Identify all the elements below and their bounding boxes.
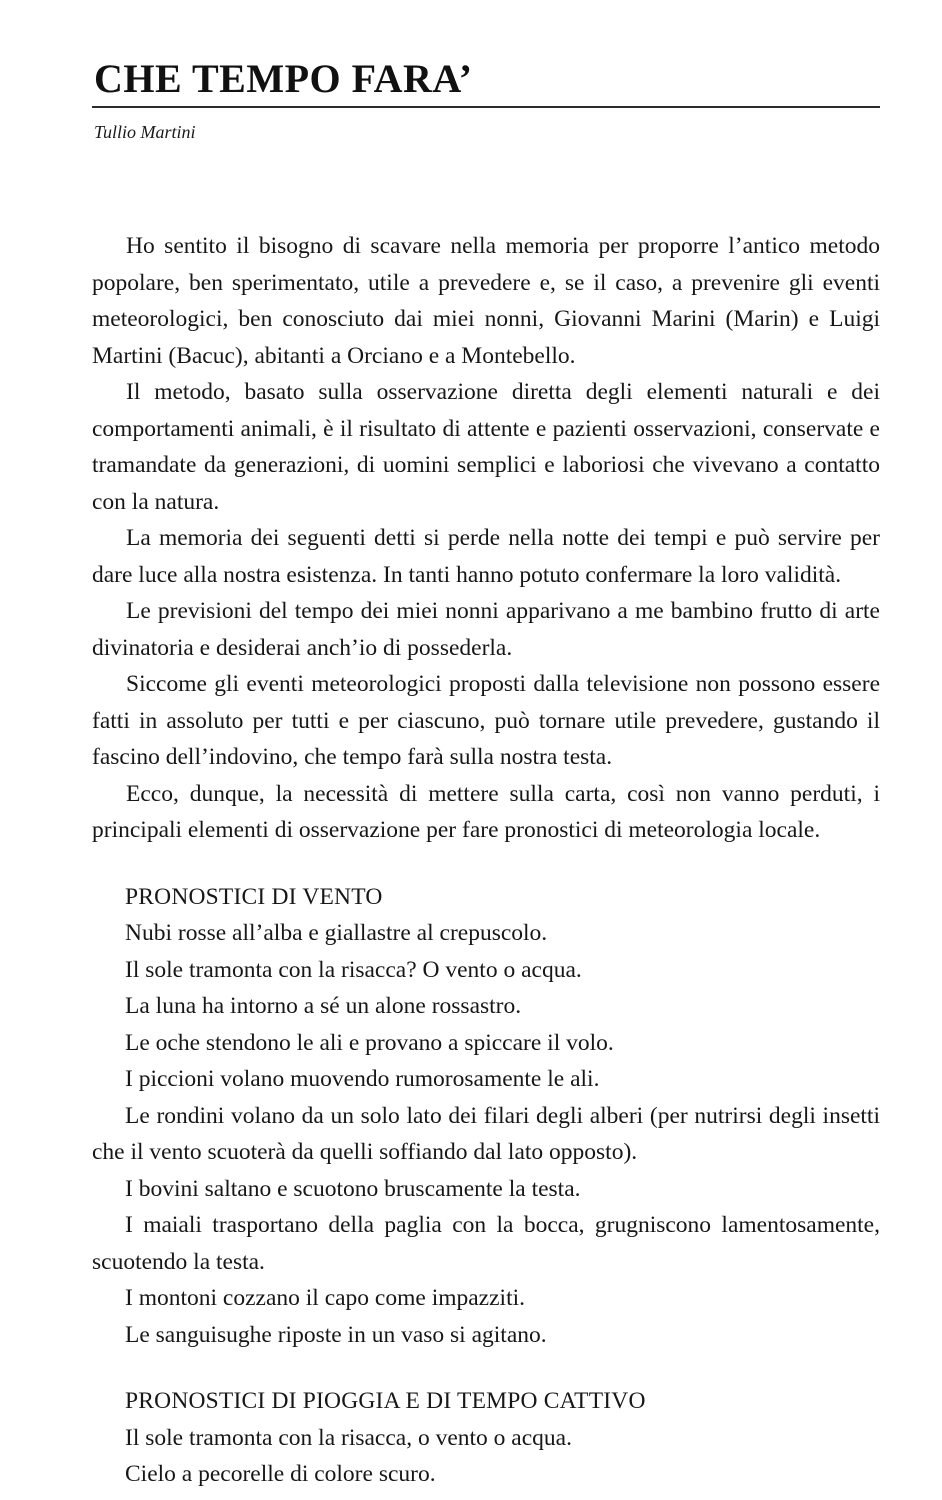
body-paragraph: La memoria dei seguenti detti si perde nella notte dei tempi e può servire per dare luce alla nostra esistenza. In tanti hanno potuto confermare la loro validità. bbox=[92, 525, 880, 588]
section-pronostici-di-vento bbox=[92, 879, 880, 1354]
document-header bbox=[92, 58, 880, 144]
list-item: I piccioni volano muovendo rumorosamente le ali. bbox=[125, 1066, 600, 1092]
title-divider bbox=[92, 106, 880, 108]
page-title: CHE TEMPO FARA’ bbox=[94, 56, 473, 101]
list-item: Il sole tramonta con la risacca? O vento o acqua. bbox=[125, 956, 582, 983]
list-item: Le sanguisughe riposte in un vaso si agitano. bbox=[125, 1321, 547, 1348]
list-item: Il sole tramonta con la risacca, o vento o acqua. bbox=[125, 1424, 572, 1451]
list-item: I maiali trasportano della paglia con la bocca, grugniscono lamentosamente, scuotendo la testa. bbox=[92, 1212, 880, 1275]
section-pronostici-di-pioggia-e-di-tempo-cattivo bbox=[92, 1383, 880, 1493]
list-item: I bovini saltano e scuotono bruscamente la testa. bbox=[125, 1175, 581, 1202]
section-heading: PRONOSTICI DI PIOGGIA E DI TEMPO CATTIVO bbox=[125, 1388, 646, 1414]
body-paragraph: Ecco, dunque, la necessità di mettere sulla carta, così non vanno perduti, i principali elementi di osservazione per fare pronostici di meteorologia locale. bbox=[92, 780, 880, 843]
list-item: Nubi rosse all’alba e giallastre al crepuscolo. bbox=[125, 920, 548, 946]
section-heading: PRONOSTICI DI VENTO bbox=[125, 883, 383, 910]
list-item: Le rondini volano da un solo lato dei filari degli alberi (per nutrirsi degli insetti che il vento scuoterà da quelli soffiando dal lato opposto). bbox=[92, 1102, 880, 1165]
list-item: La luna ha intorno a sé un alone rossastro. bbox=[125, 993, 522, 1019]
list-item: I montoni cozzano il capo come impazziti. bbox=[125, 1285, 526, 1311]
list-item: Cielo a pecorelle di colore scuro. bbox=[125, 1461, 436, 1487]
document-body bbox=[92, 228, 880, 1493]
list-item: Le oche stendono le ali e provano a spiccare il volo. bbox=[125, 1029, 614, 1056]
author-byline: Tullio Martini bbox=[94, 122, 196, 142]
body-paragraph: Il metodo, basato sulla osservazione diretta degli elementi naturali e dei comportamenti animali, è il risultato di attente e pazienti osservazioni, conservate e tramandate da generazioni, di uomini semplici e laboriosi che vivevano a contatto con la natura. bbox=[92, 379, 880, 515]
body-paragraph: Ho sentito il bisogno di scavare nella memoria per proporre l’antico metodo popolare, ben sperimentato, utile a prevedere e, se il caso, a prevenire gli eventi meteorologici, ben conosciuto dai miei nonni, Giovanni Marini (Marin) e Luigi Martini (Bacuc), abitanti a Orciano e a Montebello. bbox=[92, 233, 880, 369]
body-paragraph: Siccome gli eventi meteorologici proposti dalla televisione non possono essere fatti in assoluto per tutti e per ciascuno, può tornare utile prevedere, gustando il fascino dell’indovino, che tempo farà sulla nostra testa. bbox=[92, 671, 880, 770]
body-paragraph: Le previsioni del tempo dei miei nonni apparivano a me bambino frutto di arte divinatoria e desiderai anch’io di possederla. bbox=[92, 598, 880, 661]
